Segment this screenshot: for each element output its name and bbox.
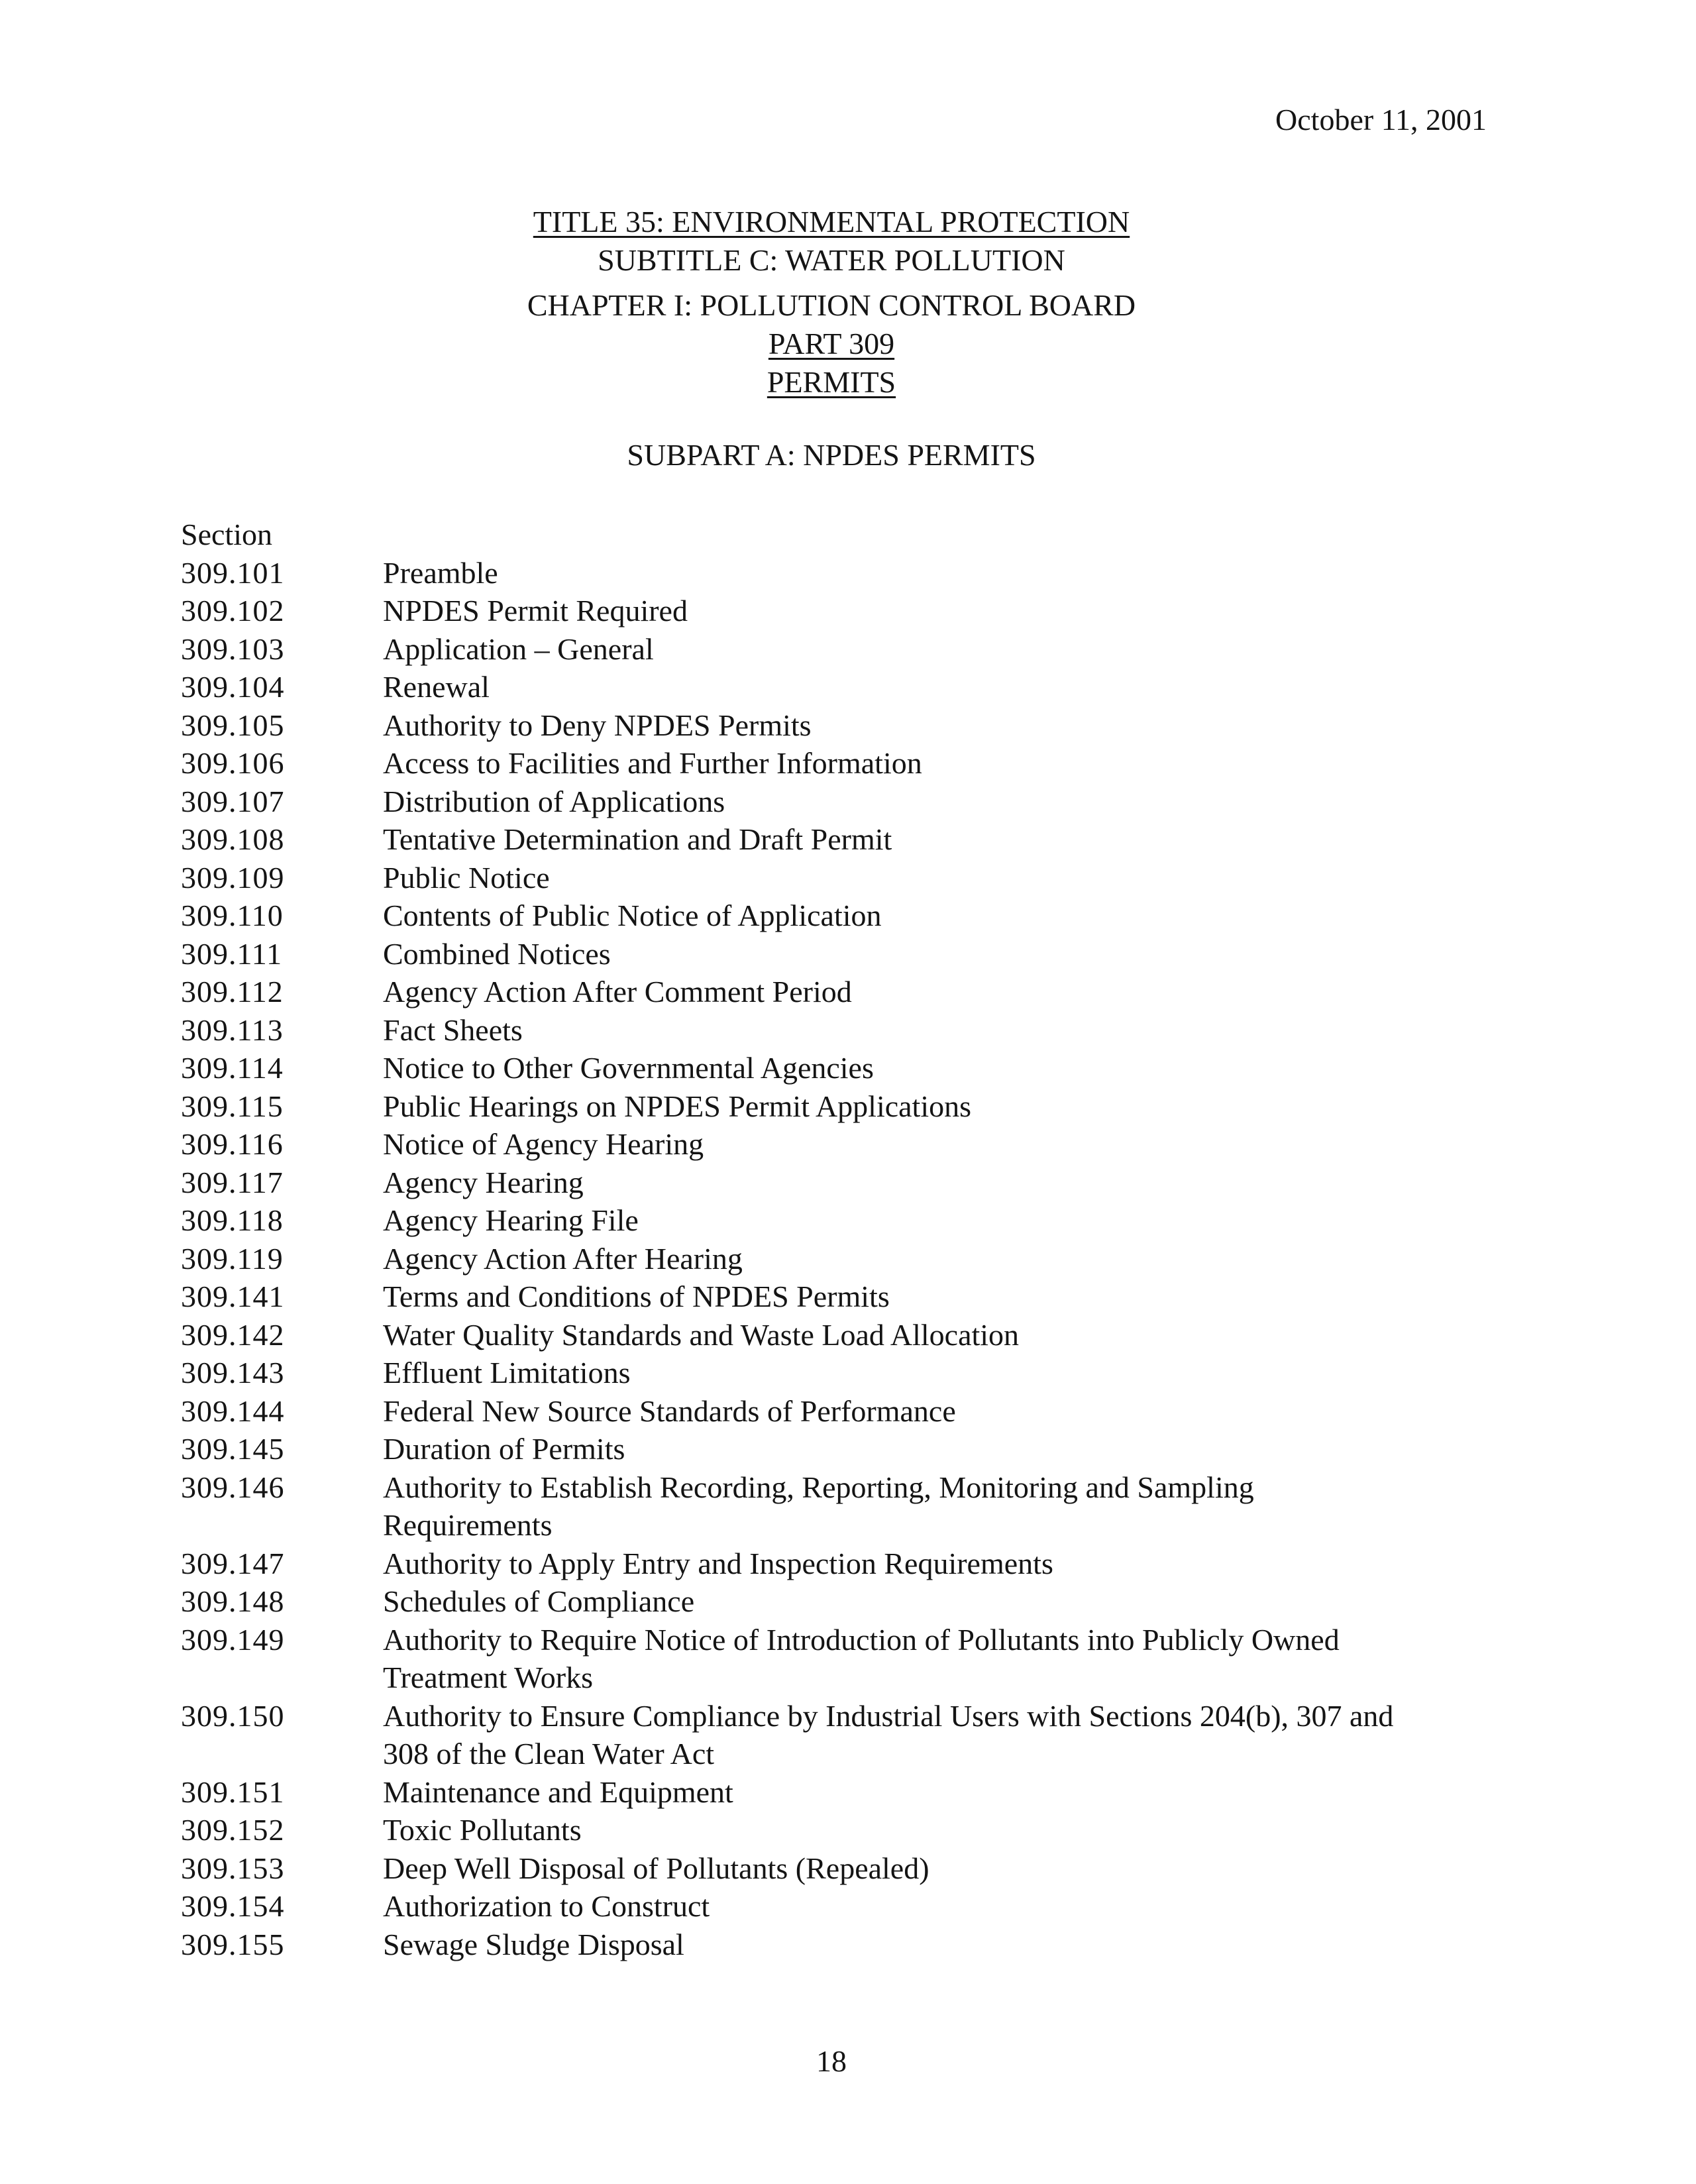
- section-row: [181, 820, 1416, 859]
- section-number: 309.108: [181, 822, 285, 856]
- section-title: Public Hearings on NPDES Permit Applications: [383, 1089, 972, 1123]
- section-title: Agency Action After Hearing: [383, 1241, 743, 1276]
- section-title: Distribution of Applications: [383, 784, 725, 818]
- section-title: Toxic Pollutants: [383, 1813, 582, 1847]
- section-number: 309.110: [181, 899, 284, 932]
- section-row: [181, 1240, 1416, 1278]
- section-row: [181, 1430, 1416, 1468]
- part-line: [0, 325, 1663, 363]
- section-list: [181, 554, 1416, 1964]
- section-row: [181, 1011, 1416, 1050]
- section-title: Agency Action After Comment Period: [383, 975, 852, 1009]
- title-text: TITLE 35: ENVIRONMENTAL PROTECTION: [533, 205, 1130, 239]
- section-number: 309.153: [181, 1851, 285, 1885]
- section-number: 309.146: [181, 1470, 285, 1504]
- section-number: 309.107: [181, 784, 285, 818]
- section-number: 309.101: [181, 555, 285, 590]
- section-number: 309.154: [181, 1889, 285, 1923]
- section-row: [181, 1468, 1416, 1545]
- section-title: Contents of Public Notice of Application: [383, 899, 882, 932]
- section-title: NPDES Permit Required: [383, 594, 688, 628]
- section-row: [181, 783, 1416, 821]
- section-title: Terms and Conditions of NPDES Permits: [383, 1280, 890, 1313]
- section-number: 309.147: [181, 1546, 285, 1580]
- part-name-line: [0, 363, 1663, 402]
- section-row: [181, 1773, 1416, 1812]
- section-title: Preamble: [383, 555, 498, 590]
- section-title: Application – General: [383, 631, 654, 666]
- section-number: 309.105: [181, 708, 285, 742]
- section-row: [181, 1316, 1416, 1354]
- section-title: Combined Notices: [383, 936, 611, 971]
- section-title: Tentative Determination and Draft Permit: [383, 822, 892, 856]
- section-title: Access to Facilities and Further Information: [383, 746, 922, 780]
- section-row: [181, 859, 1416, 897]
- section-row: [181, 1125, 1416, 1164]
- section-number: 309.148: [181, 1584, 285, 1618]
- section-title: Agency Hearing File: [383, 1203, 639, 1237]
- section-number: 309.150: [181, 1698, 285, 1733]
- section-row: [181, 668, 1416, 706]
- section-number: 309.111: [181, 936, 283, 971]
- section-row: [181, 935, 1416, 973]
- section-number: 309.142: [181, 1317, 285, 1352]
- section-number: 309.152: [181, 1813, 285, 1847]
- section-number: 309.119: [181, 1241, 284, 1276]
- page-number: 18: [816, 2044, 847, 2078]
- section-title: Authorization to Construct: [383, 1889, 710, 1923]
- section-title: Authority to Apply Entry and Inspection Requirements: [383, 1546, 1053, 1580]
- section-title: Authority to Establish Recording, Reporting, Monitoring and Sampling Requirements: [383, 1470, 1254, 1542]
- section-number: 309.117: [181, 1165, 284, 1199]
- section-number: 309.104: [181, 670, 285, 704]
- section-column-header: Section: [181, 518, 272, 551]
- section-row: [181, 1545, 1416, 1583]
- chapter-line: CHAPTER I: POLLUTION CONTROL BOARD: [527, 288, 1136, 322]
- section-row: [181, 1697, 1416, 1773]
- section-title: Notice of Agency Hearing: [383, 1127, 704, 1161]
- section-title: Public Notice: [383, 860, 550, 895]
- document-date: October 11, 2001: [1275, 103, 1487, 136]
- section-row: [181, 1887, 1416, 1926]
- section-title: Notice to Other Governmental Agencies: [383, 1051, 874, 1085]
- section-row: [181, 706, 1416, 745]
- section-title: Duration of Permits: [383, 1432, 625, 1466]
- section-row: [181, 1278, 1416, 1316]
- section-number: 309.151: [181, 1774, 285, 1809]
- section-row: [181, 1164, 1416, 1202]
- part-text: PART 309: [768, 327, 895, 360]
- section-row: [181, 744, 1416, 783]
- title-line: [0, 203, 1663, 241]
- section-row: [181, 1392, 1416, 1431]
- section-row: [181, 1926, 1416, 1964]
- section-number: 309.112: [181, 975, 284, 1009]
- section-row: [181, 1811, 1416, 1849]
- section-number: 309.106: [181, 746, 285, 780]
- section-number: 309.103: [181, 631, 285, 666]
- section-number: 309.143: [181, 1356, 285, 1390]
- section-title: Sewage Sludge Disposal: [383, 1927, 684, 1961]
- section-row: [181, 1621, 1416, 1697]
- section-title: Deep Well Disposal of Pollutants (Repealed): [383, 1851, 929, 1885]
- section-row: [181, 1849, 1416, 1888]
- section-title: Authority to Deny NPDES Permits: [383, 708, 812, 742]
- section-number: 309.141: [181, 1280, 285, 1313]
- section-row: [181, 973, 1416, 1011]
- section-row: [181, 592, 1416, 630]
- section-number: 309.155: [181, 1927, 285, 1961]
- section-row: [181, 1087, 1416, 1126]
- section-number: 309.113: [181, 1012, 284, 1047]
- section-number: 309.114: [181, 1051, 284, 1085]
- section-number: 309.115: [181, 1089, 284, 1123]
- section-row: [181, 1582, 1416, 1621]
- section-number: 309.109: [181, 860, 285, 895]
- section-title: Schedules of Compliance: [383, 1584, 695, 1618]
- section-row: [181, 554, 1416, 592]
- part-name-text: PERMITS: [767, 365, 896, 399]
- section-number: 309.149: [181, 1622, 285, 1657]
- section-number: 309.102: [181, 594, 285, 628]
- section-number: 309.116: [181, 1127, 284, 1161]
- section-title: Authority to Ensure Compliance by Industrial Users with Sections 204(b), 307 and 308 of the Clean Water Act: [383, 1698, 1394, 1771]
- subpart-heading: SUBPART A: NPDES PERMITS: [627, 438, 1036, 472]
- section-number: 309.145: [181, 1432, 285, 1466]
- section-title: Water Quality Standards and Waste Load Allocation: [383, 1317, 1020, 1352]
- section-row: [181, 1201, 1416, 1240]
- section-number: 309.118: [181, 1203, 284, 1237]
- section-row: [181, 897, 1416, 935]
- section-title: Fact Sheets: [383, 1012, 523, 1047]
- section-title: Effluent Limitations: [383, 1356, 631, 1390]
- table-of-contents: [181, 516, 1416, 1963]
- section-title: Renewal: [383, 670, 490, 704]
- section-title: Federal New Source Standards of Performance: [383, 1393, 956, 1428]
- section-number: 309.144: [181, 1393, 285, 1428]
- section-row: [181, 630, 1416, 669]
- section-title: Agency Hearing: [383, 1165, 584, 1199]
- section-title: Maintenance and Equipment: [383, 1774, 733, 1809]
- section-title: Authority to Require Notice of Introduction of Pollutants into Publicly Owned Treatment Works: [383, 1622, 1340, 1694]
- section-row: [181, 1049, 1416, 1087]
- section-row: [181, 1354, 1416, 1392]
- subtitle-line: SUBTITLE C: WATER POLLUTION: [598, 243, 1065, 277]
- document-heading: [0, 203, 1663, 402]
